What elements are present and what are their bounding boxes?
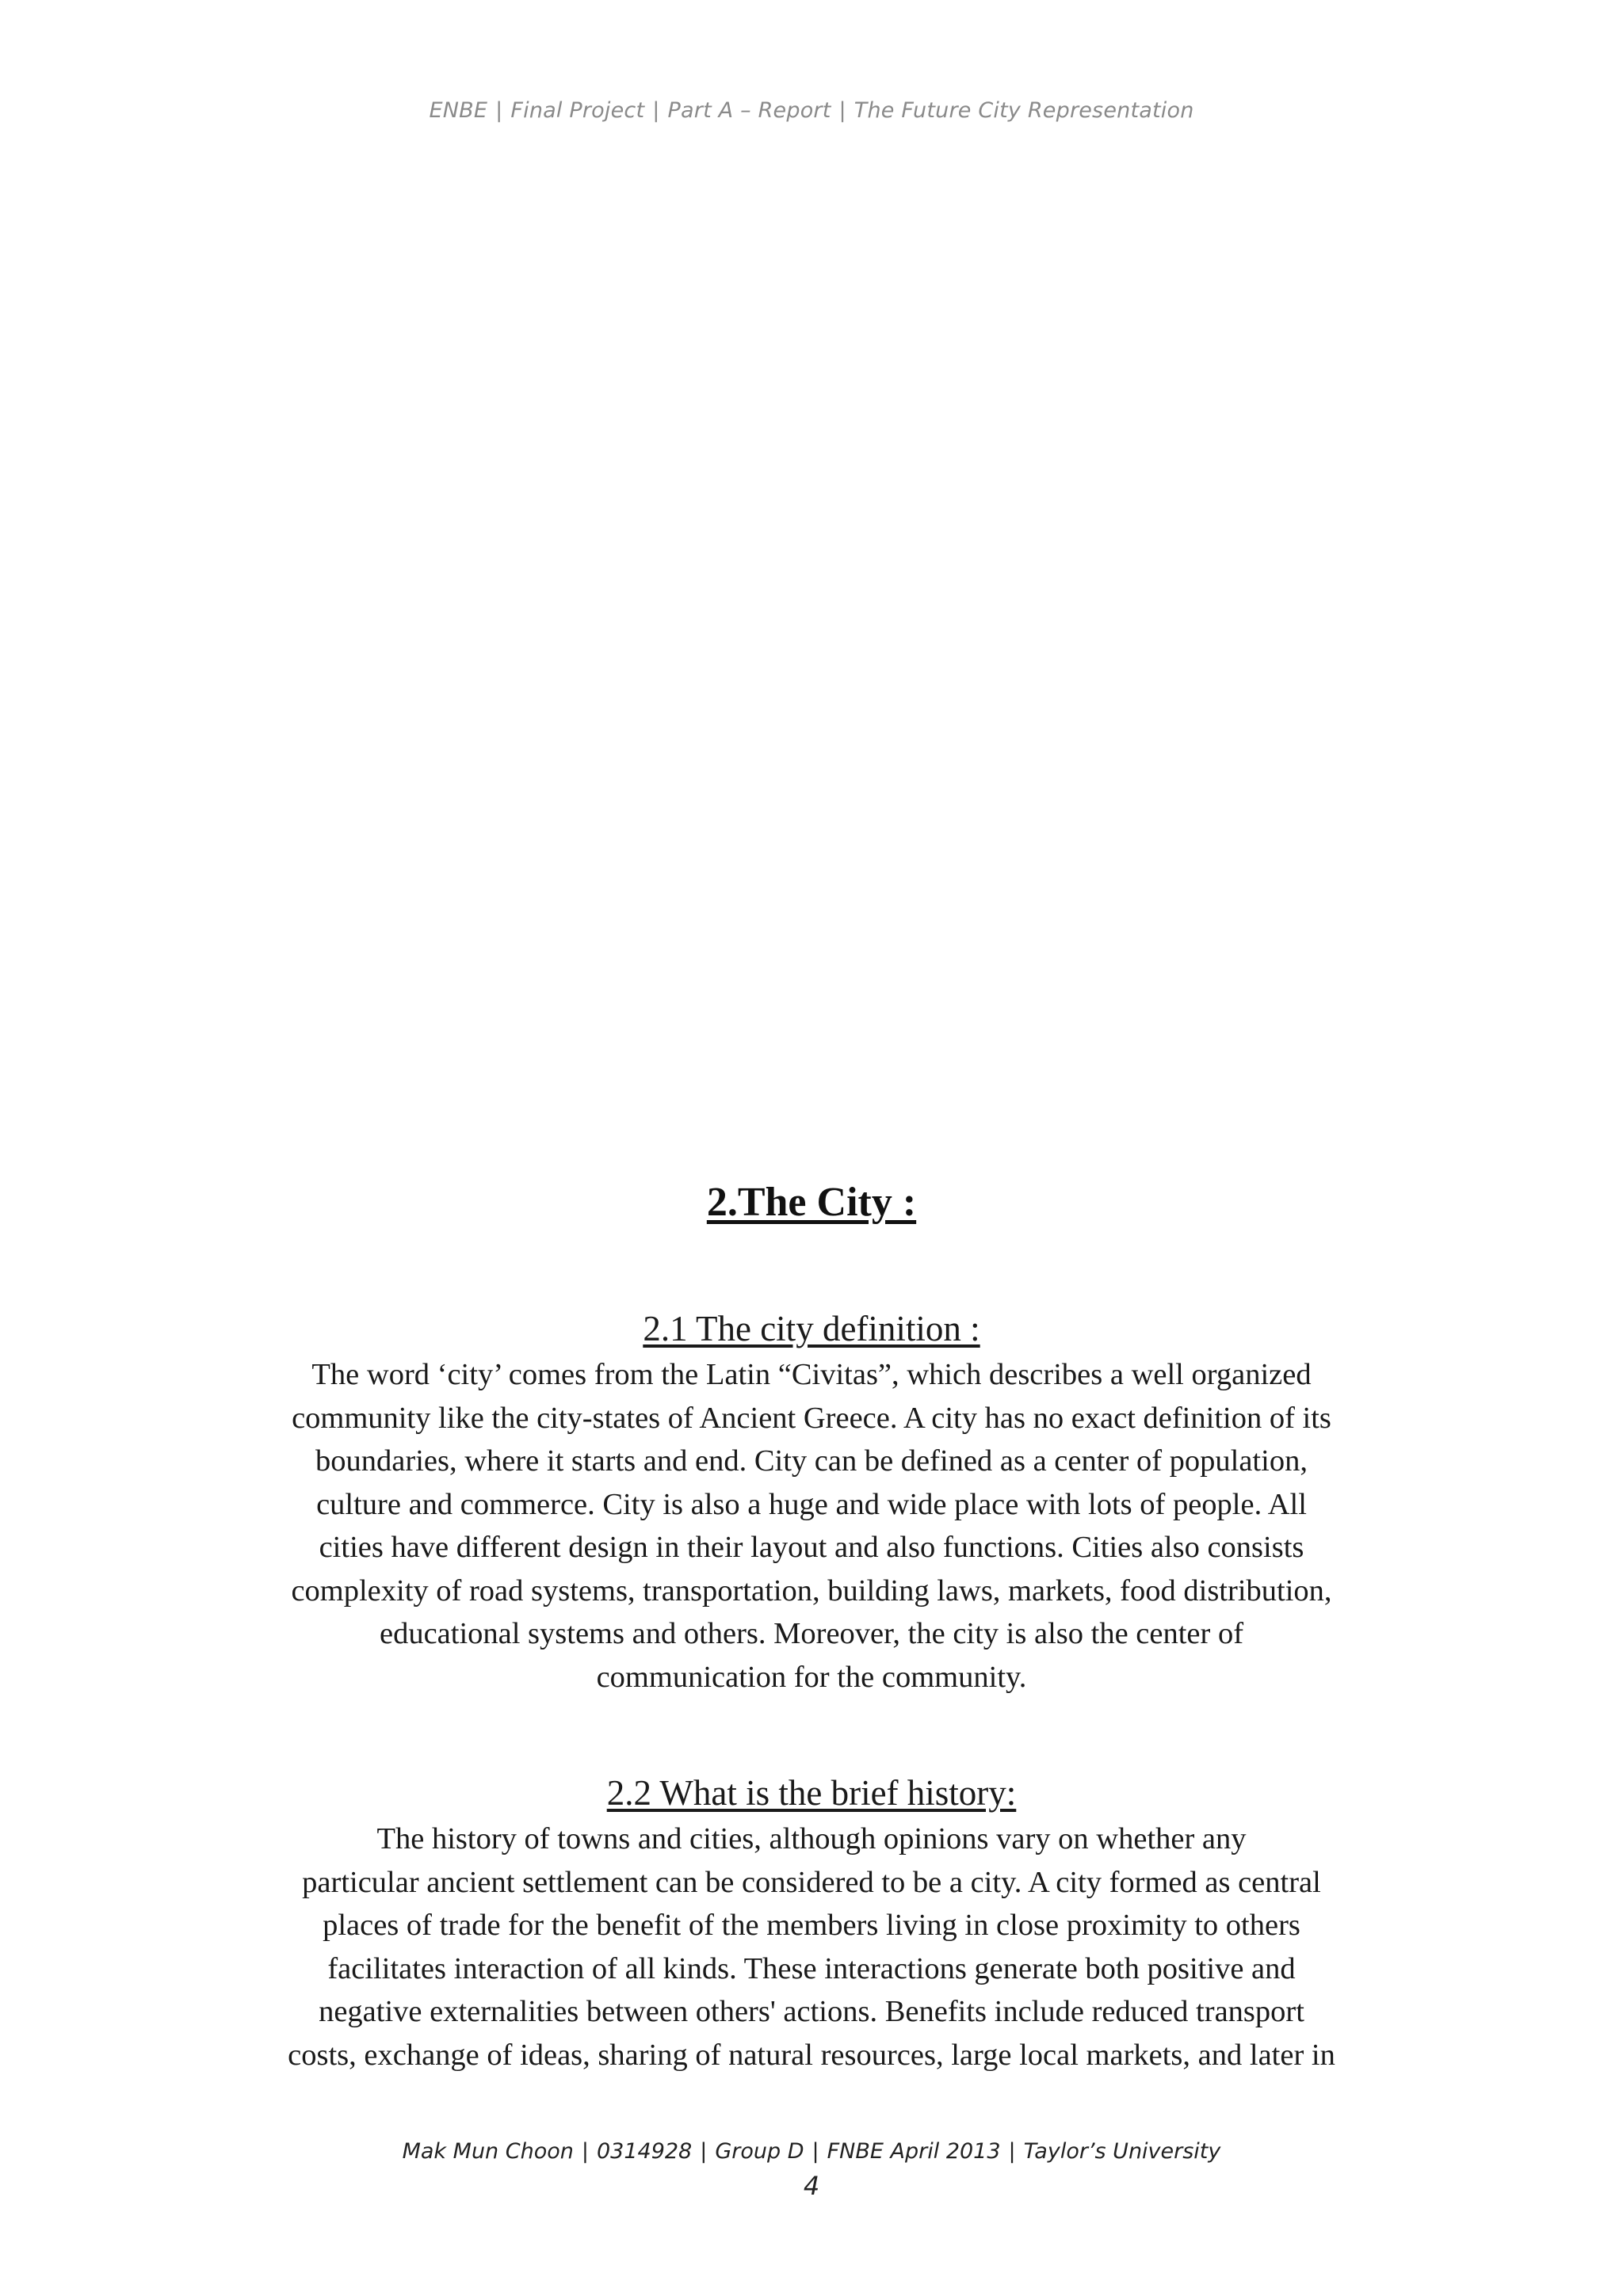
footer-author: Mak Mun Choon (402, 2139, 574, 2164)
section-heading: 2.1 The city definition : (643, 1309, 980, 1348)
body-line: educational systems and others. Moreover, the city is also the center of (379, 1617, 1244, 1650)
footer-separator: | (700, 2139, 708, 2164)
header-separator: | (838, 98, 846, 123)
body-line: costs, exchange of ideas, sharing of natural resources, large local markets, and later in (288, 2038, 1335, 2072)
header-part: Part A – Report (667, 98, 831, 123)
body-line: negative externalities between others' actions. Benefits include reduced transport (319, 1995, 1304, 2028)
body-line: boundaries, where it starts and end. City can be defined as a center of population, (315, 1444, 1308, 1478)
header-separator: | (652, 98, 660, 123)
body-line: communication for the community. (596, 1660, 1027, 1694)
section-heading: 2.2 What is the brief history: (606, 1773, 1017, 1813)
section-body (277, 1353, 1346, 1699)
body-line: facilitates interaction of all kinds. These interactions generate both positive and (327, 1951, 1296, 1985)
section-city-definition (277, 1304, 1346, 1699)
header-project: Final Project (510, 98, 645, 123)
running-header (0, 98, 1623, 123)
body-line: complexity of road systems, transportation, building laws, markets, food distribution, (291, 1573, 1332, 1608)
body-line: The word ‘city’ comes from the Latin “Civitas”, which describes a well organized (311, 1358, 1312, 1391)
header-document-title: The Future City Representation (854, 98, 1194, 123)
footer-group: Group D (715, 2139, 804, 2164)
section-brief-history (277, 1768, 1346, 2077)
body-line: community like the city-states of Ancient Greece. A city has no exact definition of its (292, 1401, 1331, 1435)
body-line: The history of towns and cities, although opinions vary on whether any (376, 1822, 1247, 1855)
body-line: culture and commerce. City is also a huge and wide place with lots of people. All (316, 1487, 1307, 1521)
header-separator: | (495, 98, 503, 123)
footer-university: Taylor’s University (1023, 2139, 1221, 2164)
body-line: cities have different design in their layout and also functions. Cities also consists (319, 1531, 1304, 1564)
footer-separator: | (1008, 2139, 1016, 2164)
body-line: places of trade for the benefit of the members living in close proximity to others (323, 1909, 1300, 1942)
footer-separator: | (581, 2139, 589, 2164)
running-footer (0, 2139, 1623, 2164)
footer-student-id: 0314928 (596, 2139, 693, 2164)
page-number: 4 (803, 2171, 820, 2201)
body-line: particular ancient settlement can be considered to be a city. A city formed as central (302, 1865, 1321, 1899)
section-body (277, 1817, 1346, 2077)
chapter-title: 2.The City : (706, 1180, 917, 1225)
footer-separator: | (812, 2139, 819, 2164)
footer-intake: FNBE April 2013 (827, 2139, 1001, 2164)
header-course: ENBE (429, 98, 488, 123)
